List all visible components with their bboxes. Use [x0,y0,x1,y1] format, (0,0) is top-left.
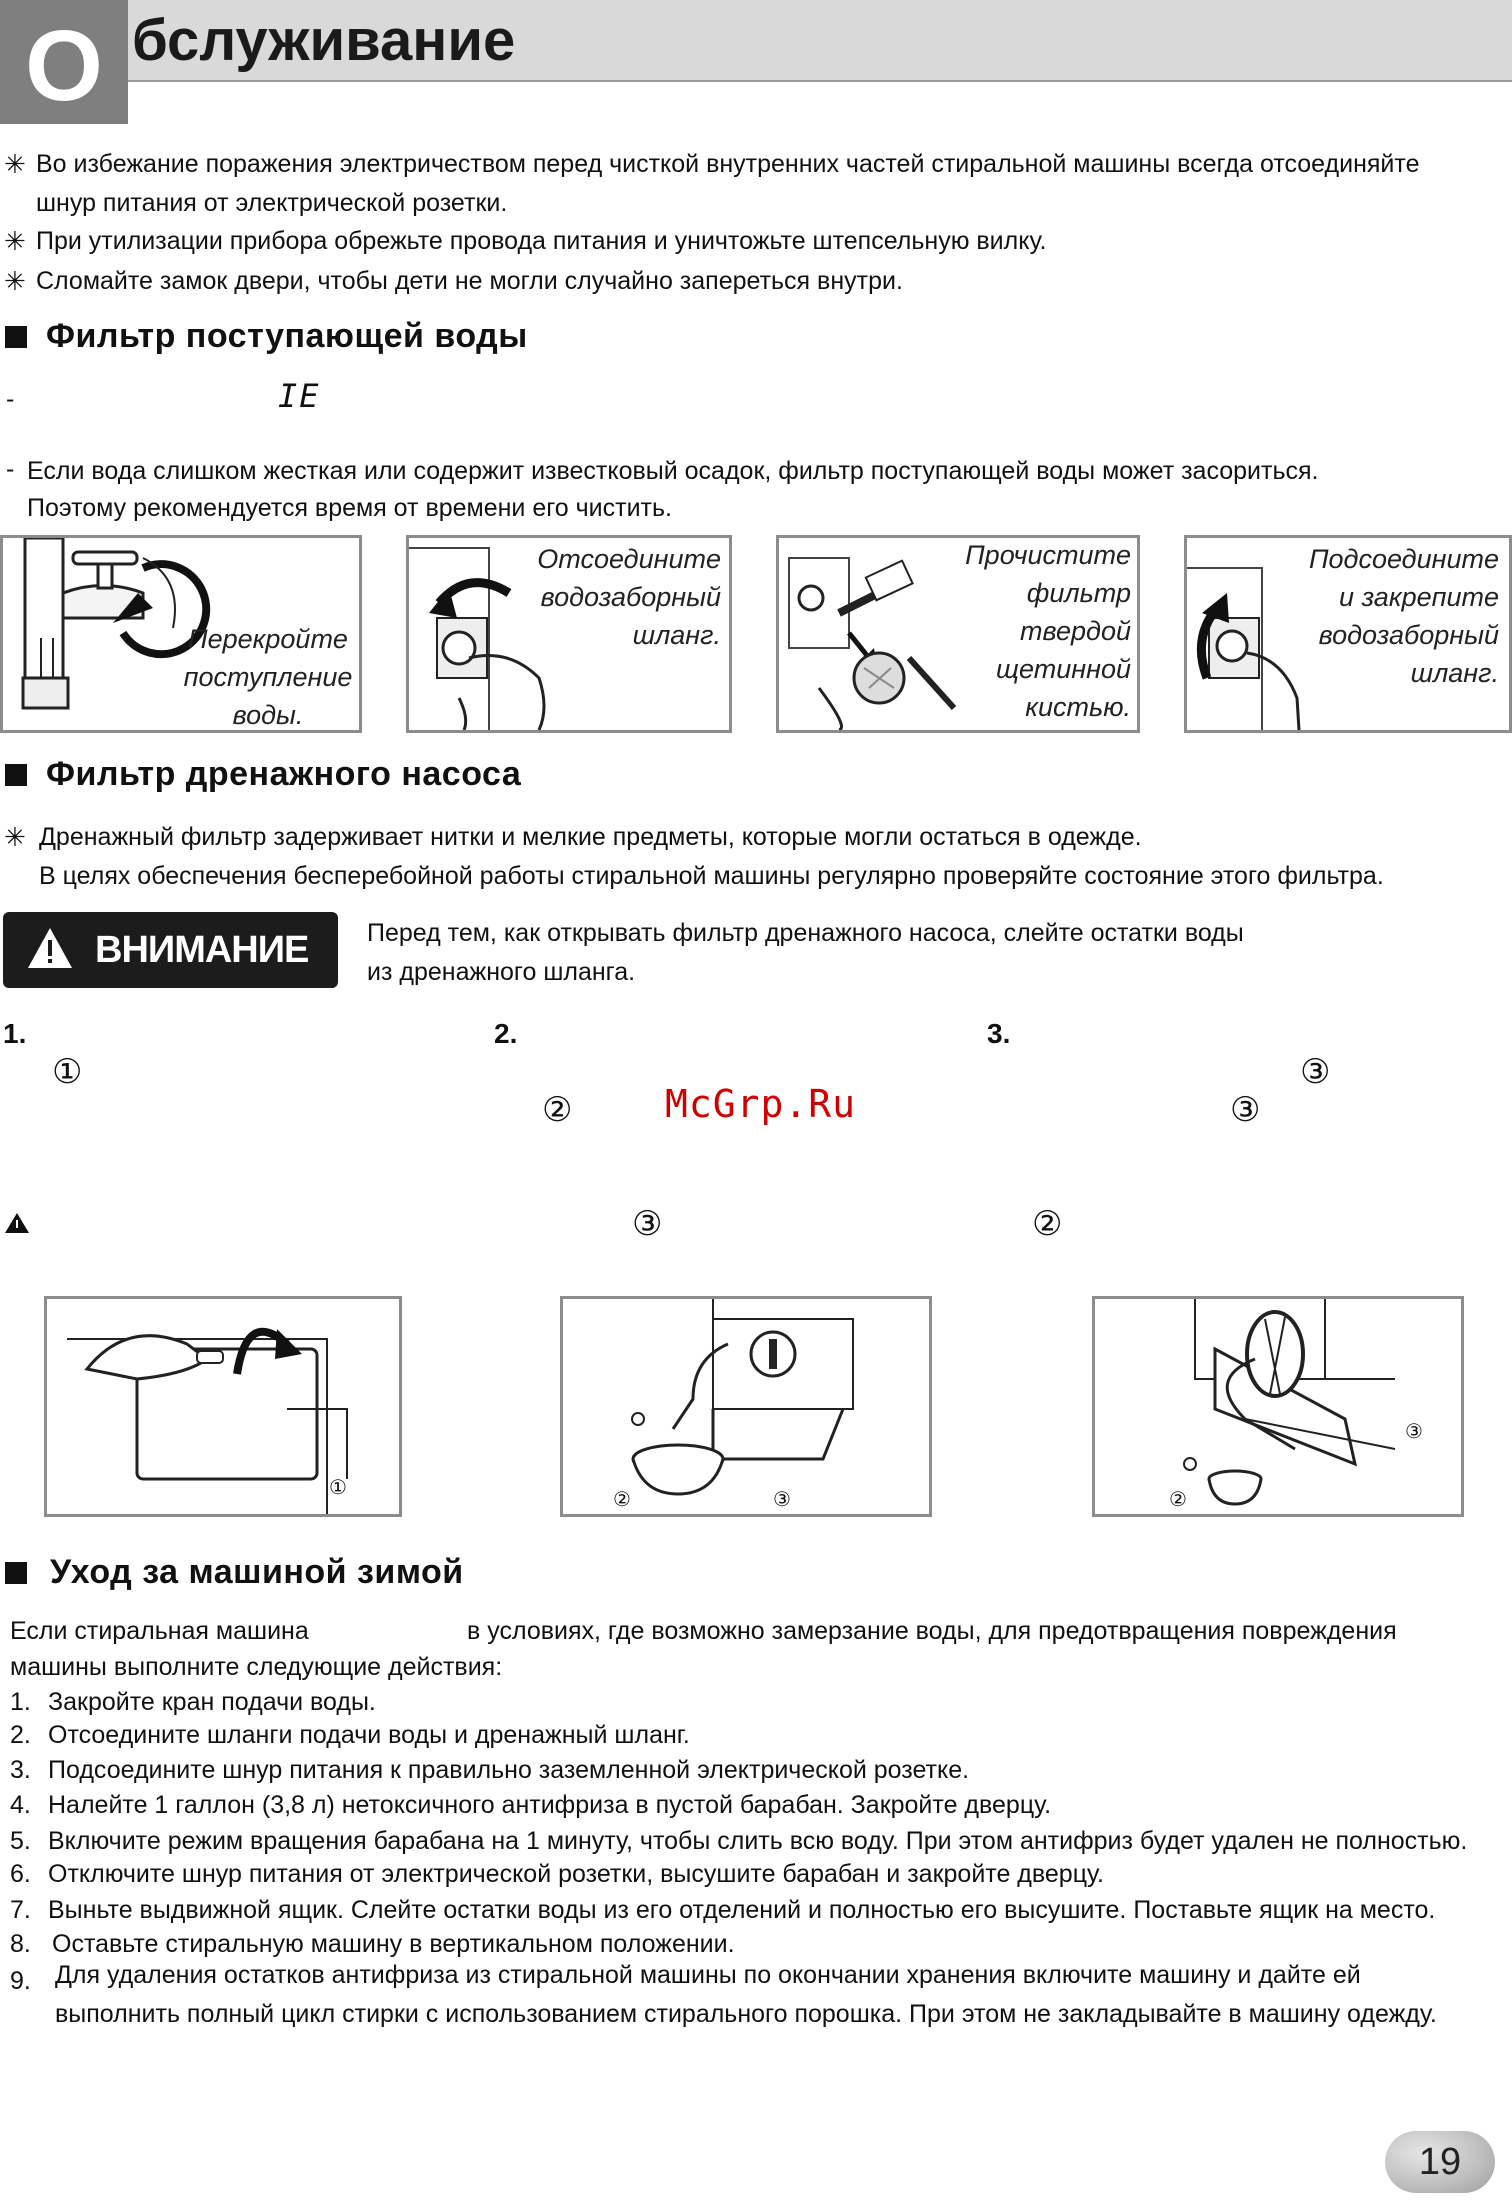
asterisk-icon: ✳ [4,226,26,256]
step-number: 3. [987,1018,1011,1049]
step-caption: шланг. [632,620,721,650]
section-bullet-icon [5,326,27,348]
winter-step-cont: выполнить полный цикл стирки с использованием стирального порошка. При этом не закладывайте в машину одежду. [55,2000,1437,2028]
asterisk-icon: ✳ [4,149,26,179]
step-caption: кистью. [1025,692,1131,722]
winter-intro-cont: в условиях, где возможно замерзание воды, для предотвращения повреждения [467,1617,1397,1645]
safety-note-1-cont: шнур питания от электрической розетки. [36,189,508,217]
step-caption: и закрепите [1339,582,1499,612]
winter-step-number: 1. [10,1688,31,1716]
winter-step-number: 4. [10,1791,31,1819]
step-caption: щетинной [996,654,1131,684]
marker-2: ② [542,1091,573,1129]
warning-triangle-icon [26,926,74,970]
safety-note-2: При утилизации прибора обрежьте провода питания и уничтожьте штепсельную вилку. [36,227,1047,255]
figure-remove-filter [1092,1296,1464,1517]
hard-water-note-cont: Поэтому рекомендуется время от времени его чистить. [27,494,672,522]
warning-text: Перед тем, как открывать фильтр дренажного насоса, слейте остатки воды [367,919,1244,947]
step-caption: Подсоедините [1308,544,1499,574]
section-title-inlet-filter: Фильтр поступающей воды [46,317,528,355]
asterisk-icon: ✳ [4,822,26,852]
winter-step: Налейте 1 галлон (3,8 л) нетоксичного антифриза в пустой барабан. Закройте дверцу. [48,1791,1052,1819]
section-bullet-icon [5,1562,27,1584]
winter-intro: Если стиральная машина [10,1617,309,1645]
winter-step: Отключите шнур питания от электрической розетки, высушите барабан и закройте дверцу. [48,1860,1104,1888]
winter-step-number: 9. [10,1967,31,1995]
figure-disconnect-hose [406,535,732,733]
winter-step: Выньте выдвижной ящик. Слейте остатки воды из его отделений и полностью его высушите. Поставьте ящик на место. [48,1896,1436,1924]
pump-filter-note: Дренажный фильтр задерживает нитки и мелкие предметы, которые могли остаться в одежде. [39,823,1142,851]
header-letter: О [25,10,103,122]
figure-reconnect-hose [1184,535,1512,733]
step-number: 1. [3,1018,27,1049]
safety-note-3: Сломайте замок двери, чтобы дети не могли случайно запереться внутри. [36,267,903,295]
page-number: 19 [1418,2141,1462,2183]
winter-step-number: 7. [10,1896,31,1924]
dash-marker: - [6,385,15,413]
winter-step-number: 2. [10,1721,31,1749]
drain-illustration [563,1299,929,1514]
winter-step: Отсоедините шланги подачи воды и дренажный шланг. [48,1721,690,1749]
section-bullet-icon [5,764,27,786]
error-code-display: IE [278,377,321,415]
winter-step: Включите режим вращения барабана на 1 минуту, чтобы слить всю воду. При этом антифриз будет удален не полностью. [48,1827,1468,1855]
step-caption: твердой [1020,616,1131,646]
pump-filter-note-cont: В целях обеспечения бесперебойной работы стиральной машины регулярно проверяйте состояние этого фильтра. [39,862,1384,890]
step-caption: воды. [232,700,304,730]
step-caption: водозаборный [1318,620,1499,650]
warning-triangle-icon [4,1212,30,1234]
step-caption: фильтр [1026,578,1131,608]
winter-step-number: 3. [10,1756,31,1784]
step-caption: шланг. [1410,658,1499,688]
section-title-pump-filter: Фильтр дренажного насоса [46,755,522,793]
marker-2: ② [1169,1489,1187,1511]
warning-label: ВНИМАНИЕ [95,929,309,971]
marker-2: ② [1032,1205,1063,1243]
marker-1: ① [52,1053,83,1091]
section-title-winter: Уход за машиной зимой [50,1553,464,1591]
filter-illustration [1095,1299,1461,1514]
figure-drain-water [560,1296,932,1517]
winter-step-number: 6. [10,1860,31,1888]
step-caption: Прочистите [965,540,1131,570]
winter-step-number: 8. [10,1930,31,1958]
step-caption: водозаборный [540,582,721,612]
step-number: 2. [494,1018,518,1049]
marker-3: ③ [1300,1053,1331,1091]
page-title: бслуживание [132,8,516,73]
step-caption: поступление [183,662,353,692]
winter-step: Оставьте стиральную машину в вертикальном положении. [52,1930,735,1958]
figure-close-tap [0,535,362,733]
marker-2: ② [613,1489,631,1511]
marker-3: ③ [1405,1421,1423,1443]
marker-3: ③ [632,1205,663,1243]
step-caption: Перекройте [188,624,348,654]
winter-step: Закройте кран подачи воды. [48,1688,376,1716]
warning-text-cont: из дренажного шланга. [367,958,636,986]
marker-3: ③ [1230,1091,1261,1129]
asterisk-icon: ✳ [4,266,26,296]
winter-step: Подсоедините шнур питания к правильно заземленной электрической розетке. [48,1756,970,1784]
figure-clean-filter [776,535,1140,733]
safety-note-1: Во избежание поражения электричеством перед чисткой внутренних частей стиральной машины всегда отсоединяйте [36,150,1420,178]
hard-water-note: Если вода слишком жесткая или содержит известковый осадок, фильтр поступающей воды может засориться. [27,457,1319,485]
winter-intro-cont: машины выполните следующие действия: [10,1653,503,1681]
winter-step-number: 5. [10,1827,31,1855]
winter-step: Для удаления остатков антифриза из стиральной машины по окончании хранения включите машину и дайте ей [55,1961,1361,1989]
marker-3: ③ [773,1489,791,1511]
figure-open-cover [44,1296,402,1517]
step-caption: Отсоедините [537,544,721,574]
marker-1: ① [329,1477,347,1499]
watermark: McGrp.Ru [665,1082,857,1126]
dash-marker: - [6,455,15,483]
